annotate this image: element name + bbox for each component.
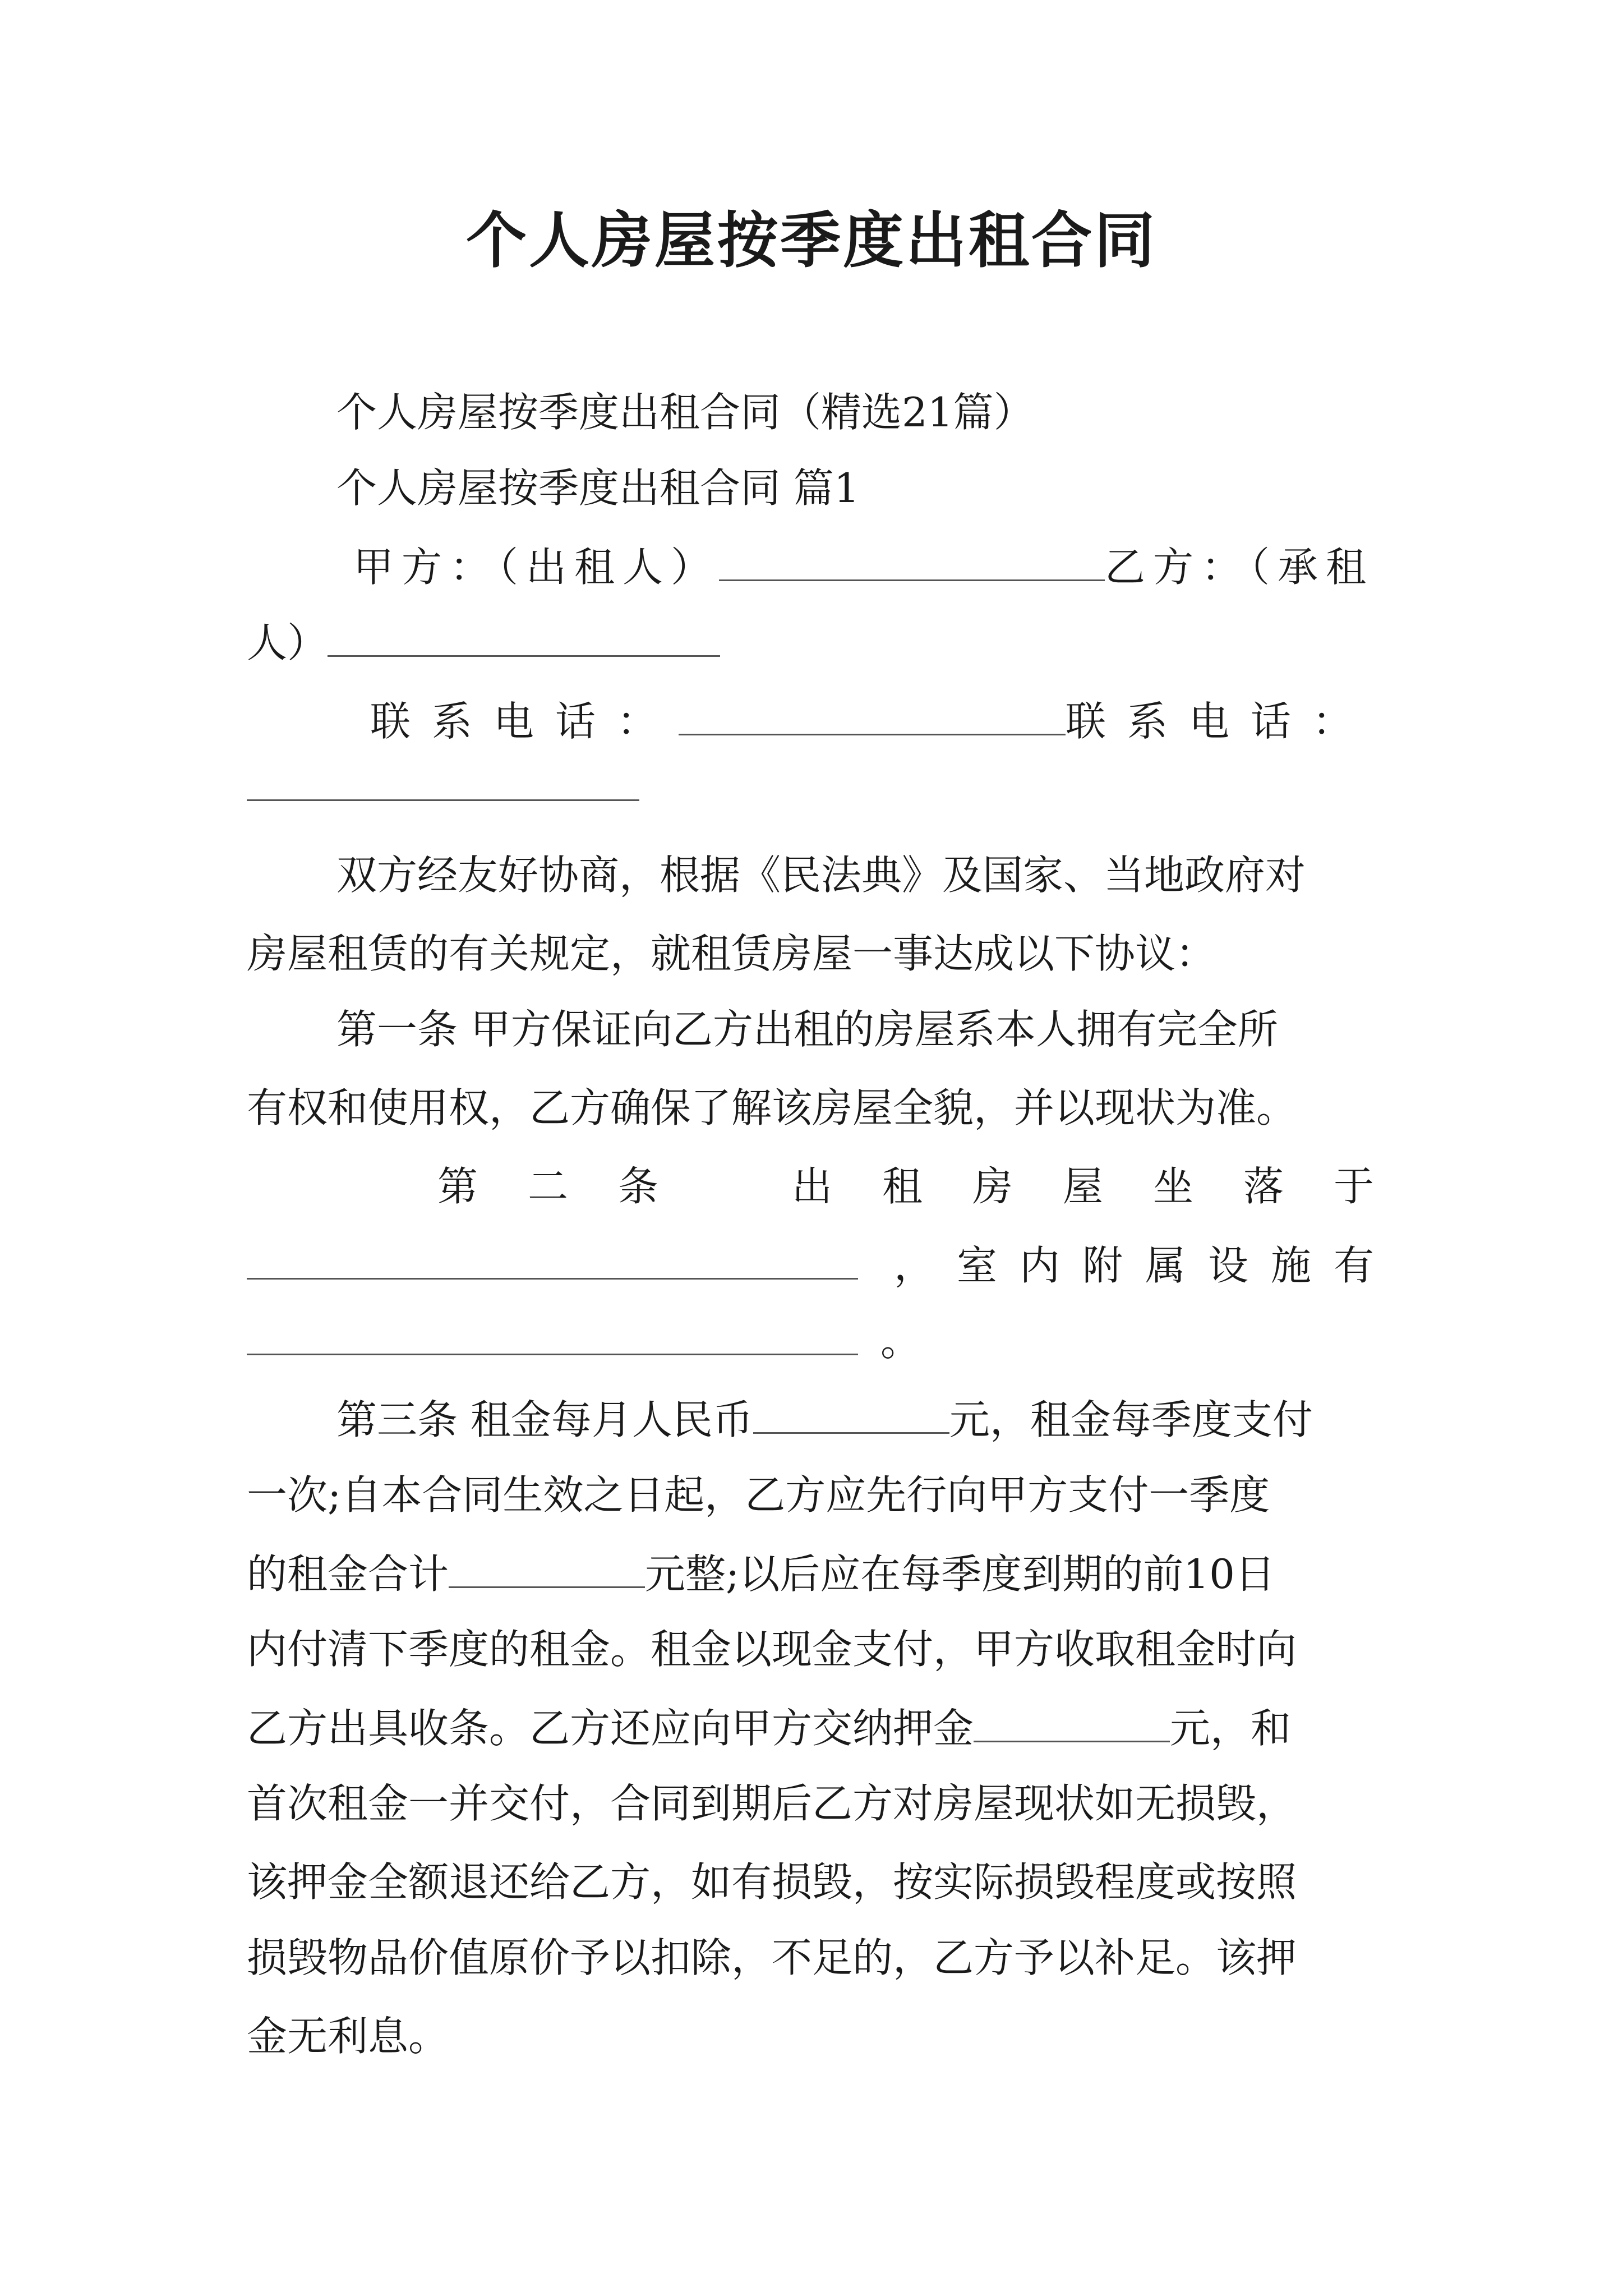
location-blank — [247, 1234, 858, 1280]
party-a-blank — [719, 536, 1105, 581]
deposit-blank — [974, 1697, 1170, 1742]
article2-char: 条 — [618, 1163, 659, 1210]
article2-line-1 — [437, 1156, 1374, 1217]
article2-char: 出 — [791, 1163, 832, 1210]
phone-a-blank — [679, 690, 1066, 735]
article3-text: 的租金合计 — [247, 1550, 449, 1598]
article2-char: 落 — [1243, 1163, 1284, 1210]
article3-line-3 — [247, 1543, 1275, 1605]
party-b-label-end: 人） — [247, 619, 328, 666]
article2-char: 房 — [972, 1163, 1013, 1210]
monthly-rent-blank — [753, 1388, 949, 1434]
article2-char: 坐 — [1152, 1163, 1193, 1210]
party-b-label: 乙方：（承租 — [1104, 544, 1374, 591]
article3-line-8: 损毁物品价值原价予以扣除，不足的，乙方予以补足。该押 — [247, 1934, 1297, 1981]
article3-text: 第三条 租金每月人民币 — [336, 1396, 753, 1443]
subtitle: 个人房屋按季度出租合同（精选21篇） — [336, 389, 1034, 436]
article2-char: 屋 — [1062, 1163, 1103, 1210]
facilities-blank — [247, 1310, 858, 1355]
intro-line-2: 房屋租赁的有关规定，就租赁房屋一事达成以下协议： — [247, 930, 1216, 977]
party-a-label: 甲方：（出租人） — [353, 544, 720, 591]
document-title: 个人房屋按季度出租合同 — [465, 206, 1157, 276]
article1-line-2: 有权和使用权，乙方确保了解该房屋全貌，并以现状为准。 — [247, 1084, 1297, 1131]
article2-char: 第 — [437, 1163, 478, 1210]
section-heading: 个人房屋按季度出租合同 篇1 — [336, 464, 860, 512]
intro-line-1: 双方经友好协商，根据《民法典》及国家、当地政府对 — [336, 852, 1306, 899]
quarter-rent-blank — [449, 1543, 645, 1588]
article2-char: 于 — [1333, 1163, 1374, 1210]
article1-line-1: 第一条 甲方保证向乙方出租的房屋系本人拥有完全所 — [336, 1006, 1278, 1053]
phone-label-b: 联系电话： — [1065, 698, 1374, 745]
phone-label-a: 联系电话： — [370, 698, 679, 745]
article2-char: 租 — [882, 1163, 923, 1210]
period-mark: 。 — [880, 1318, 921, 1365]
article3-line-7: 该押金全额退还给乙方，如有损毁，按实际损毁程度或按照 — [247, 1858, 1297, 1906]
article3-line-1 — [336, 1388, 1313, 1451]
party-b-blank — [328, 611, 720, 657]
phone-line — [370, 690, 1374, 752]
phone-b-blank — [247, 754, 639, 801]
article3-line-6: 首次租金一并交付，合同到期后乙方对房屋现状如无损毁， — [247, 1780, 1297, 1827]
article3-line-2: 一次;自本合同生效之日起，乙方应先行向甲方支付一季度 — [247, 1471, 1270, 1519]
article3-text: 乙方出具收条。乙方还应向甲方交纳押金 — [247, 1705, 974, 1752]
article3-text: 元，租金每季度支付 — [949, 1396, 1313, 1443]
article2-char: 二 — [528, 1163, 569, 1210]
article3-line-4: 内付清下季度的租金。租金以现金支付，甲方收取租金时向 — [247, 1626, 1297, 1673]
article2-facilities-label: ，室内附属设施有 — [893, 1242, 1396, 1289]
article3-line-9: 金无利息。 — [247, 2013, 449, 2060]
article3-text: 元，和 — [1170, 1705, 1292, 1752]
article3-text: 元整;以后应在每季度到期的前10日 — [645, 1550, 1275, 1598]
article3-line-5 — [247, 1697, 1291, 1759]
parties-line — [353, 536, 1374, 598]
party-b-line — [247, 611, 720, 674]
phone-b-blank-line — [247, 754, 639, 818]
article2-line-2 — [247, 1234, 1396, 1296]
article2-line-3 — [247, 1310, 921, 1372]
